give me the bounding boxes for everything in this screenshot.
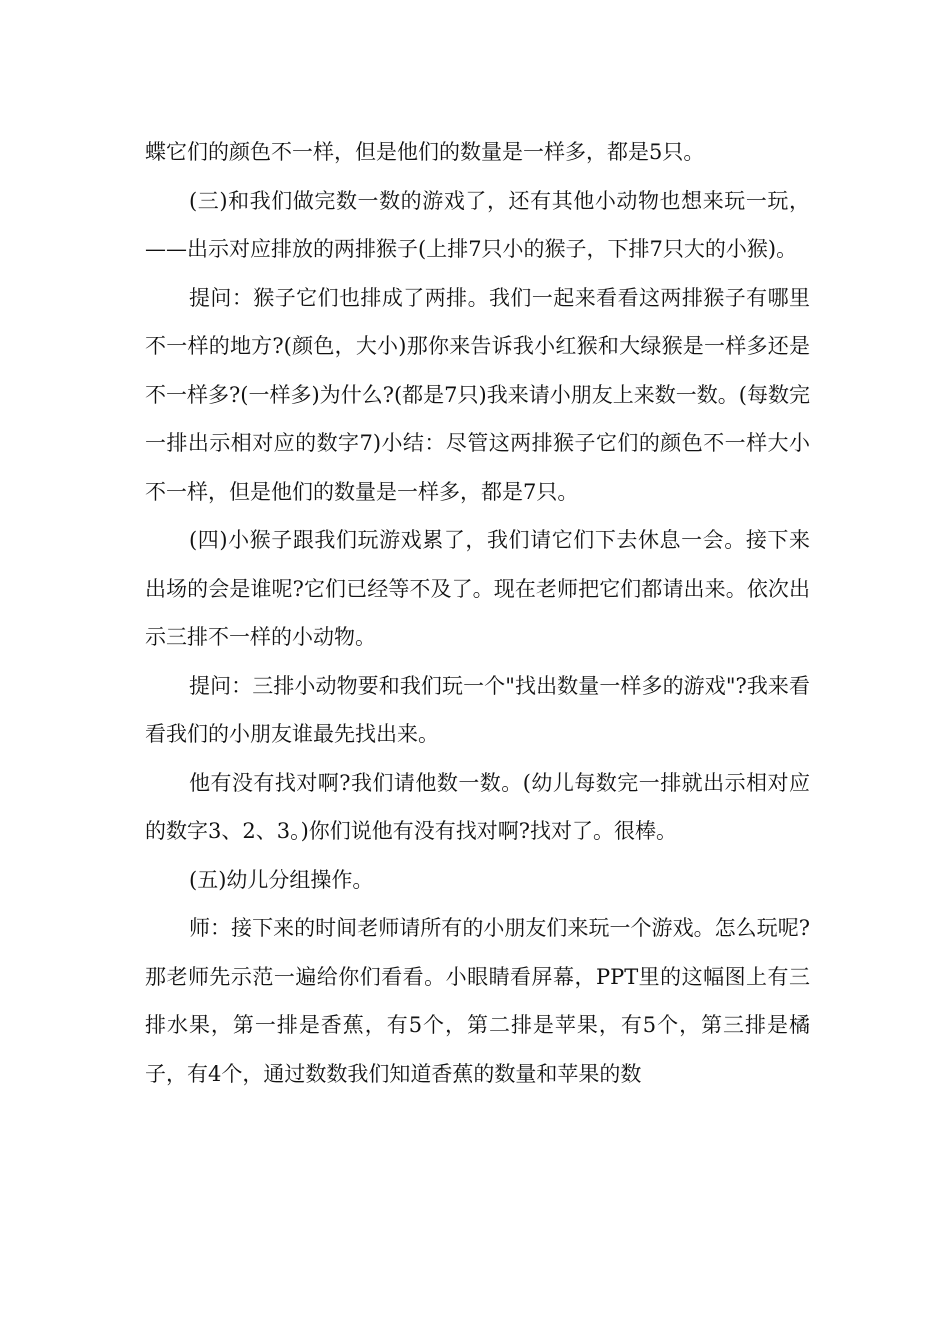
- paragraph-teacher-demo: 师：接下来的时间老师请所有的小朋友们来玩一个游戏。怎么玩呢?那老师先示范一遍给你们看看。小眼睛看屏幕，PPT里的这幅图上有三排水果，第一排是香蕉，有5个，第二排是苹果，有5个，第三排是橘子，有4个，通过数数我们知道香蕉的数量和苹果的数: [145, 916, 810, 1086]
- paragraph-section-three: (三)和我们做完数一数的游戏了，还有其他小动物也想来玩一玩，——出示对应排放的两排猴子(上排7只小的猴子，下排7只大的小猴)。: [145, 188, 810, 261]
- document-body: [145, 128, 810, 1098]
- paragraph-question-monkeys: 提问：猴子它们也排成了两排。我们一起来看看这两排猴子有哪里不一样的地方?(颜色，大小)那你来告诉我小红猴和大绿猴是一样多还是不一样多?(一样多)为什么?(都是7只)我来请小朋友上来数一数。(每数完一排出示相对应的数字7)小结：尽管这两排猴子它们的颜色不一样大小不一样，但是他们的数量是一样多，都是7只。: [145, 285, 810, 504]
- paragraph-section-four: (四)小猴子跟我们玩游戏累了，我们请它们下去休息一会。接下来出场的会是谁呢?它们已经等不及了。现在老师把它们都请出来。依次出示三排不一样的小动物。: [145, 528, 810, 649]
- paragraph-section-five: (五)幼儿分组操作。: [189, 867, 374, 892]
- paragraph-check-answer: 他有没有找对啊?我们请他数一数。(幼儿每数完一排就出示相对应的数字3、2、3。)你们说他有没有找对啊?找对了。很棒。: [145, 770, 810, 843]
- paragraph-continuation: 蝶它们的颜色不一样，但是他们的数量是一样多，都是5只。: [145, 140, 705, 164]
- paragraph-question-animals: 提问：三排小动物要和我们玩一个"找出数量一样多的游戏"?我来看看我们的小朋友谁最先找出来。: [145, 673, 810, 746]
